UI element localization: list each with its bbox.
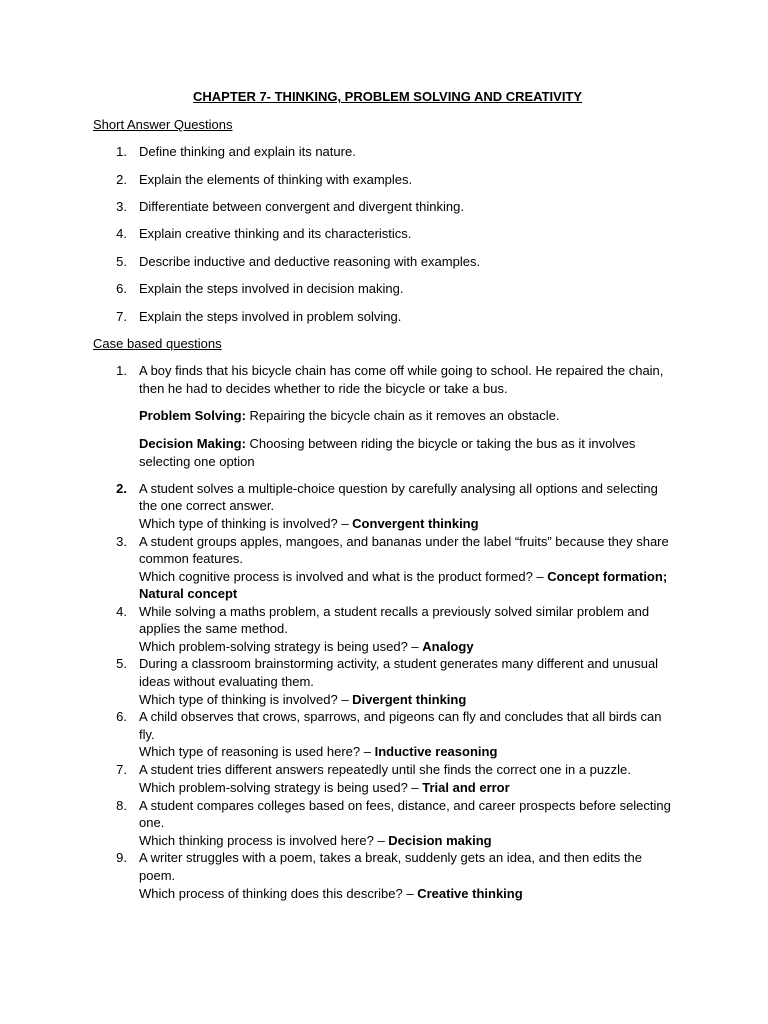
case-text: ideas without evaluating them. xyxy=(139,674,314,689)
list-item: Define thinking and explain its nature. xyxy=(139,144,356,159)
problem-solving-text: Repairing the bicycle chain as it removes an obstacle. xyxy=(245,408,560,423)
case-question xyxy=(139,832,492,850)
case-question xyxy=(139,638,474,656)
decision-making-text: Choosing between riding the bicycle or taking the bus as it involves xyxy=(245,436,636,451)
case-text: A writer struggles with a poem, takes a break, suddenly gets an idea, and then edits the xyxy=(139,850,642,865)
list-item: Describe inductive and deductive reasoning with examples. xyxy=(139,254,481,269)
case-text: A child observes that crows, sparrows, and pigeons can fly and concludes that all birds can xyxy=(139,709,662,724)
case-text: fly. xyxy=(139,727,155,742)
case-text: A student compares colleges based on fees, distance, and career prospects before selecting xyxy=(139,798,671,813)
case-question xyxy=(139,885,523,903)
answer-text: Decision making xyxy=(388,833,492,848)
list-item-number: 8. xyxy=(116,798,127,813)
page-title: CHAPTER 7- THINKING, PROBLEM SOLVING AND CREATIVITY xyxy=(193,89,583,104)
answer-text: Analogy xyxy=(422,639,474,654)
list-item-number: 4. xyxy=(116,604,127,619)
case-question xyxy=(139,743,497,761)
case-text: A student groups apples, mangoes, and bananas under the label “fruits” because they share xyxy=(139,534,669,549)
list-item-number: 6. xyxy=(116,281,127,296)
answer-text: Convergent thinking xyxy=(352,516,479,531)
case-question xyxy=(139,779,510,797)
case-text: A student solves a multiple-choice question by carefully analysing all options and selecting xyxy=(139,481,658,496)
case-question xyxy=(139,568,667,586)
question-text: Which cognitive process is involved and what is the product formed? – xyxy=(139,569,548,584)
case-text: A student tries different answers repeatedly until she finds the correct one in a puzzle. xyxy=(139,762,631,777)
question-text: Which problem-solving strategy is being used? – xyxy=(139,639,423,654)
case-text: While solving a maths problem, a student recalls a previously solved similar problem and xyxy=(139,604,650,619)
answer-text: Creative thinking xyxy=(417,886,523,901)
case-text: During a classroom brainstorming activity, a student generates many different and unusual xyxy=(139,656,659,671)
case-text: one. xyxy=(139,815,165,830)
question-text: Which type of thinking is involved? – xyxy=(139,692,353,707)
list-item-number: 2. xyxy=(116,481,127,496)
question-text: Which type of thinking is involved? – xyxy=(139,516,353,531)
question-text: Which thinking process is involved here? – xyxy=(139,833,389,848)
answer-text: Trial and error xyxy=(422,780,510,795)
question-text: Which process of thinking does this describe? – xyxy=(139,886,418,901)
case-text: the one correct answer. xyxy=(139,498,275,513)
list-item-number: 5. xyxy=(116,254,127,269)
list-item: Explain the steps involved in decision making. xyxy=(139,281,404,296)
question-text: Which type of reasoning is used here? – xyxy=(139,744,375,759)
list-item: Explain the elements of thinking with examples. xyxy=(139,172,413,187)
list-item-number: 3. xyxy=(116,199,127,214)
list-item-number: 1. xyxy=(116,144,127,159)
case-text: applies the same method. xyxy=(139,621,288,636)
case-text: common features. xyxy=(139,551,244,566)
list-item: Differentiate between convergent and divergent thinking. xyxy=(139,199,464,214)
case-text: A boy finds that his bicycle chain has come off while going to school. He repaired the chain, xyxy=(139,363,664,378)
list-item-number: 7. xyxy=(116,309,127,324)
question-text: Which problem-solving strategy is being used? – xyxy=(139,780,423,795)
decision-making-line xyxy=(139,435,635,453)
list-item-number: 2. xyxy=(116,172,127,187)
list-item-number: 4. xyxy=(116,226,127,241)
case-based-heading: Case based questions xyxy=(93,336,222,351)
answer-text: Concept formation; xyxy=(547,569,668,584)
list-item: Explain creative thinking and its characteristics. xyxy=(139,226,412,241)
list-item: Explain the steps involved in problem solving. xyxy=(139,309,402,324)
list-item-number: 7. xyxy=(116,762,127,777)
answer-continuation: Natural concept xyxy=(139,586,238,601)
problem-solving-line xyxy=(139,407,560,425)
short-answer-heading: Short Answer Questions xyxy=(93,117,233,132)
answer-text: Divergent thinking xyxy=(352,692,467,707)
list-item-number: 9. xyxy=(116,850,127,865)
list-item-number: 1. xyxy=(116,363,127,378)
problem-solving-label: Problem Solving: xyxy=(139,408,246,423)
decision-making-continuation: selecting one option xyxy=(139,454,255,469)
list-item-number: 6. xyxy=(116,709,127,724)
case-text: poem. xyxy=(139,868,176,883)
case-text: then he had to decides whether to ride the bicycle or take a bus. xyxy=(139,381,508,396)
answer-text: Inductive reasoning xyxy=(374,744,498,759)
list-item-number: 5. xyxy=(116,656,127,671)
decision-making-label: Decision Making: xyxy=(139,436,246,451)
case-question xyxy=(139,515,479,533)
list-item-number: 3. xyxy=(116,534,127,549)
case-question xyxy=(139,691,466,709)
